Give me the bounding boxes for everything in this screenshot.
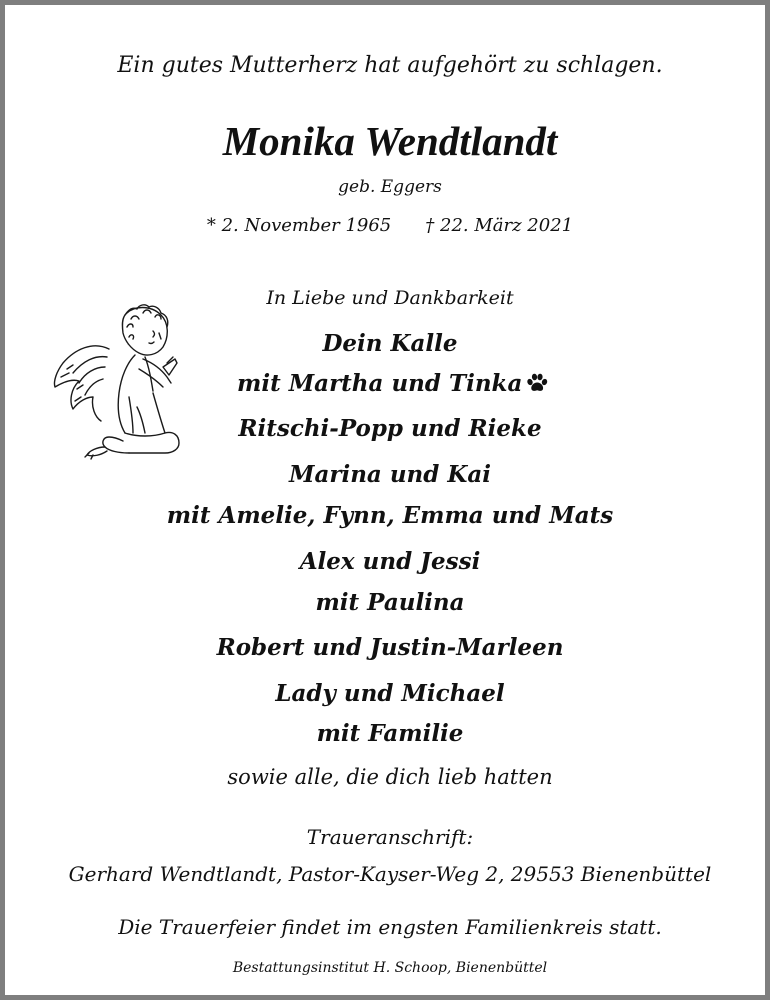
death-date: † 22. März 2021: [425, 215, 574, 236]
intro-line: Ein gutes Mutterherz hat aufgehört zu schlagen.: [117, 53, 663, 78]
dedication-line: In Liebe und Dankbarkeit: [266, 287, 514, 309]
others-line: sowie alle, die dich lieb hatten: [227, 765, 553, 789]
paw-print-icon: [526, 373, 548, 393]
mourner-line: Lady und Michael: [275, 680, 505, 707]
mourner-line: Marina und Kai: [288, 461, 491, 488]
mourner-line: mit Familie: [316, 720, 464, 747]
mourner-line: mit Paulina: [315, 589, 465, 616]
service-note: Die Trauerfeier findet im engsten Familienkreis statt.: [118, 915, 662, 939]
life-dates: [5, 217, 770, 235]
mourner-line: [237, 372, 577, 395]
birth-name: geb. Eggers: [338, 177, 442, 197]
deceased-name: Monika Wendtlandt: [222, 118, 558, 164]
mourner-line: Alex und Jessi: [299, 548, 481, 575]
mourner-line-text: mit Martha und Tinka: [237, 370, 523, 397]
praying-angel-icon: [49, 297, 189, 467]
funeral-home: Bestattungsinstitut H. Schoop, Bienenbüttel: [232, 960, 548, 976]
mourner-line: Robert und Justin-Marleen: [216, 634, 564, 661]
mourning-address: Gerhard Wendtlandt, Pastor-Kayser-Weg 2, 29553 Bienenbüttel: [68, 862, 712, 886]
address-label: Traueranschrift:: [306, 825, 474, 849]
mourner-line: Ritschi-Popp und Rieke: [238, 415, 542, 442]
mourner-line: Dein Kalle: [322, 330, 458, 357]
birth-date: * 2. November 1965: [206, 215, 392, 236]
mourner-line: mit Amelie, Fynn, Emma und Mats: [166, 502, 614, 529]
